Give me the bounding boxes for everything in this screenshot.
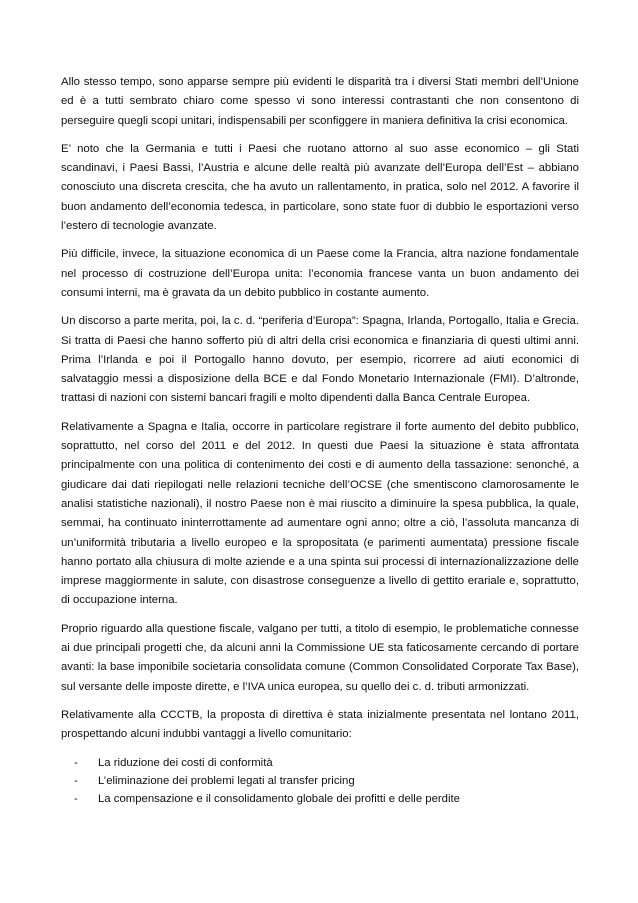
paragraph-7: Relativamente alla CCCTB, la proposta di direttiva è stata inizialmente presentata nel lontano 2011, prospettando alcuni indubbi vantaggi a livello comunitario:: [61, 708, 579, 741]
list-item-text: La riduzione dei costi di conformità: [98, 756, 273, 769]
paragraph-1: Allo stesso tempo, sono apparse sempre più evidenti le disparità tra i diversi Stati membri dell’Unione ed è a tutti sembrato chiaro come spesso vi sono interessi contrastanti che non consentono di perseguire quegli scopi unitari, indispensabili per sconfiggere in maniera definitiva la crisi economica.: [61, 76, 579, 127]
list-item-text: L’eliminazione dei problemi legati al transfer pricing: [98, 774, 355, 787]
bullet-dash: -: [74, 793, 78, 806]
list-item: [61, 772, 579, 790]
document-page: [61, 73, 579, 809]
paragraph-6: Proprio riguardo alla questione fiscale, valgano per tutti, a titolo di esempio, le problematiche connesse ai due principali progetti che, da alcuni anni la Commissione UE sta faticosamente cercando di portare avanti: la base imponibile societaria consolidata comune (Common Consolidated Corporate Tax Base), sul versante delle imposte dirette, e l’IVA unica europea, su quello dei c. d. tributi armonizzati.: [61, 622, 579, 693]
paragraph-2: E’ noto che la Germania e tutti i Paesi che ruotano attorno al suo asse economico – gli Stati scandinavi, i Paesi Bassi, l’Austria e alcune delle realtà più avanzate dell’Europa dell’Est – abbiano conosciuto una discreta crescita, che ha avuto un rallentamento, in pratica, solo nel 2012. A favorire il buon andamento dell’economia tedesca, in particolare, sono state fuor di dubbio le esportazioni verso l’estero di tecnologie avanzate.: [61, 142, 579, 233]
list-item: [61, 754, 579, 772]
bullet-dash: -: [74, 774, 78, 787]
list-item-text: La compensazione e il consolidamento globale dei profitti e delle perdite: [98, 793, 460, 806]
paragraph-4: Un discorso a parte merita, poi, la c. d. “periferia d’Europa”: Spagna, Irlanda, Portogallo, Italia e Grecia. Si tratta di Paesi che hanno sofferto più di altri della crisi economica e finanziaria di questi ultimi anni. Prima l’Irlanda e poi il Portogallo hanno dovuto, per esempio, ricorrere ad aiuti economici di salvataggio messi a disposizione della BCE e dal Fondo Monetario Internazionale (FMI). D’altronde, trattasi di nazioni con sistemi bancari fragili e molto dipendenti dalla Banca Centrale Europea.: [61, 315, 579, 405]
paragraph-3: Più difficile, invece, la situazione economica di un Paese come la Francia, altra nazione fondamentale nel processo di costruzione dell’Europa unita: l’economia francese vanta un buon andamento dei consumi interni, ma è gravata da un debito pubblico in costante aumento.: [61, 248, 579, 299]
bullet-dash: -: [74, 756, 78, 769]
bullet-list: [61, 754, 579, 809]
list-item: [61, 790, 579, 808]
paragraph-5: Relativamente a Spagna e Italia, occorre in particolare registrare il forte aumento del debito pubblico, soprattutto, nel corso del 2011 e del 2012. In questi due Paesi la situazione è stata affrontata principalmente con una politica di contenimento dei costi e di aumento della tassazione: senonché, a giudicare dai dati riepilogati nelle relazioni tecniche dell’OCSE (che smentiscono clamorosamente le analisi statistiche nazionali), il nostro Paese non è mai riuscito a diminuire la spesa pubblica, la quale, semmai, ha continuato ininterrottamente ad aumentare ogni anno; oltre a ciò, l’assoluta mancanza di un’uniformità tributaria a livello europeo e la spropositata (e parimenti aumentata) pressione fiscale hanno portato alla chiusura di molte aziende e a una spinta sui processi di internazionalizzazione delle imprese maggiormente in salute, con disastrose conseguenze a livello di gettito erariale e, soprattutto, di occupazione interna.: [61, 420, 579, 607]
